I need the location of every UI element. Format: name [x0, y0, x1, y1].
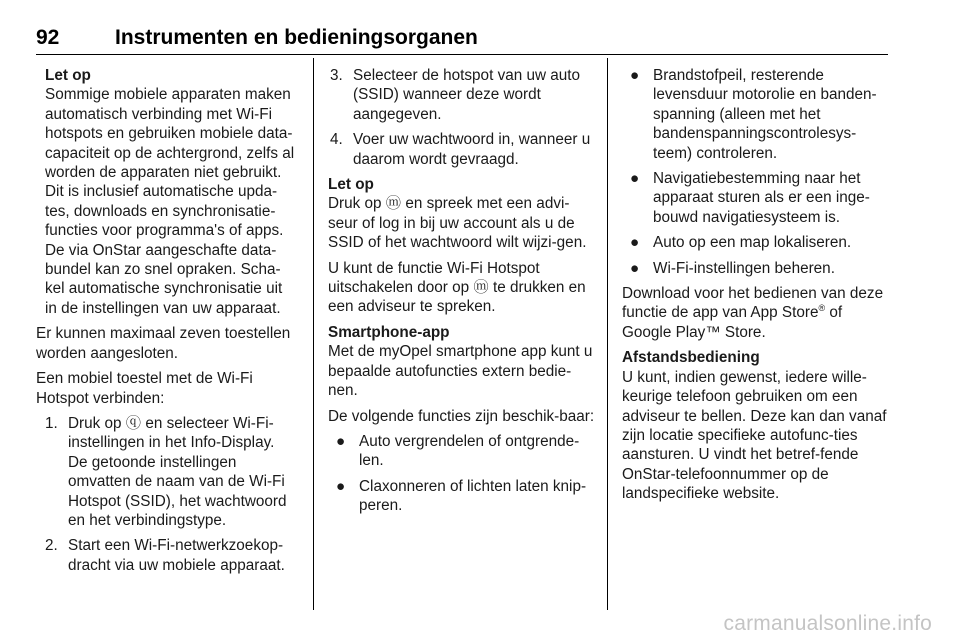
bullet-text: Claxonneren of lichten laten knip-peren.	[359, 477, 587, 515]
bullet-text: Brandstofpeil, resterende levensduur motorolie en banden-spanning (alleen met het bandenspanningscontrolesys-teem) controleren.	[653, 67, 877, 162]
bullet-text: Auto vergrendelen of ontgrende-len.	[359, 432, 580, 470]
note-heading: Let op	[328, 176, 374, 194]
bullet-icon: ●	[336, 477, 346, 495]
step-text: Voer uw wachtwoord in, wanneer u daarom wordt gevraagd.	[353, 131, 591, 168]
bullet-icon: ●	[630, 234, 640, 252]
note-heading: Let op	[45, 67, 91, 84]
paragraph: U kunt de functie Wi-Fi Hotspot uitschakelen door op ⓜ te drukken en een adviseur te spreken.	[328, 259, 586, 316]
bullet-text: Wi-Fi-instellingen beheren.	[653, 259, 835, 277]
column-1	[36, 66, 298, 581]
step-number: 2.	[45, 537, 58, 555]
numbered-step	[328, 66, 596, 124]
bullet-text: Navigatiebestemming naar het apparaat sturen als er een inge-bouwd navigatiesysteem is.	[653, 170, 870, 226]
bullet-item	[622, 233, 888, 252]
step-text: Selecteer de hotspot van uw auto (SSID) wanneer deze wordt aangegeven.	[353, 67, 581, 123]
page-header	[36, 26, 888, 55]
paragraph: U kunt, indien gewenst, iedere wille-keurige telefoon gebruiken om een adviseur te bellen. Deze kan dan vanaf zijn locatie specifieke autofunc-ties aansturen. U vindt het betref-fende OnStar-telefoonnummer op de landspecifieke website.	[622, 368, 887, 503]
paragraph: De volgende functies zijn beschik-baar:	[328, 407, 595, 425]
column-2	[328, 66, 596, 522]
paragraph: Een mobiel toestel met de Wi-Fi Hotspot verbinden:	[36, 370, 253, 407]
section-heading: Smartphone-app	[328, 323, 450, 341]
page-title: Instrumenten en bedieningsorganen	[115, 26, 478, 49]
column-divider-right	[607, 58, 608, 610]
bullet-item	[328, 477, 596, 516]
numbered-step	[36, 414, 298, 530]
numbered-step	[328, 130, 596, 169]
step-number: 1.	[45, 414, 58, 432]
step-number: 3.	[330, 67, 343, 84]
paragraph: Met de myOpel smartphone app kunt u bepaalde autofuncties extern bedie-nen.	[328, 343, 593, 400]
column-divider-left	[313, 58, 314, 610]
paragraph-text: Download voor het bedienen van deze functie de app van App Store	[622, 285, 884, 322]
paragraph	[622, 284, 888, 342]
bullet-item	[328, 432, 596, 471]
watermark: carmanualsonline.info	[723, 612, 932, 635]
note-box	[36, 66, 298, 318]
bullet-item	[622, 169, 888, 227]
bullet-icon: ●	[630, 259, 640, 277]
column-3	[622, 66, 888, 510]
paragraph: Er kunnen maximaal zeven toestellen worden aangesloten.	[36, 325, 291, 362]
registered-mark: ®	[818, 303, 826, 314]
bullet-icon: ●	[336, 432, 346, 450]
bullet-icon: ●	[630, 67, 640, 84]
note-text: Sommige mobiele apparaten maken automatisch verbinding met Wi-Fi hotspots en gebruiken mobiele data-capaciteit op de achtergrond, zelfs al worden de apparaten niet gebruikt. Dit is inclusief automatische upda-tes, downloads en synchronisatie-functies voor programma's of apps. De via OnStar aangeschafte data-bundel kan zo snel opraken. Scha-kel automatische synchronisatie uit in de instellingen van uw apparaat.	[45, 86, 295, 317]
section-heading: Afstandsbediening	[622, 349, 760, 367]
bullet-item	[622, 66, 888, 163]
numbered-step	[36, 536, 298, 575]
note-text: Druk op ⓜ en spreek met een advi-seur of log in bij uw account als u de SSID of het wachtwoord wilt wijzi-gen.	[328, 195, 587, 252]
page-number: 92	[36, 26, 60, 49]
paragraph-text-tail: of Google Play™ Store.	[622, 304, 843, 341]
bullet-icon: ●	[630, 170, 640, 188]
bullet-text: Auto op een map lokaliseren.	[653, 234, 852, 252]
step-number: 4.	[330, 131, 343, 149]
step-text: Druk op ⓠ en selecteer Wi-Fi-instellingen in het Info-Display. De getoonde instellingen omvatten de naam van de Wi-Fi Hotspot (SSID), het wachtwoord en het verbindingstype.	[68, 414, 287, 529]
bullet-item	[622, 259, 888, 278]
note-box	[328, 175, 596, 253]
step-text: Start een Wi-Fi-netwerkzoekop-dracht via uw mobiele apparaat.	[68, 537, 285, 574]
